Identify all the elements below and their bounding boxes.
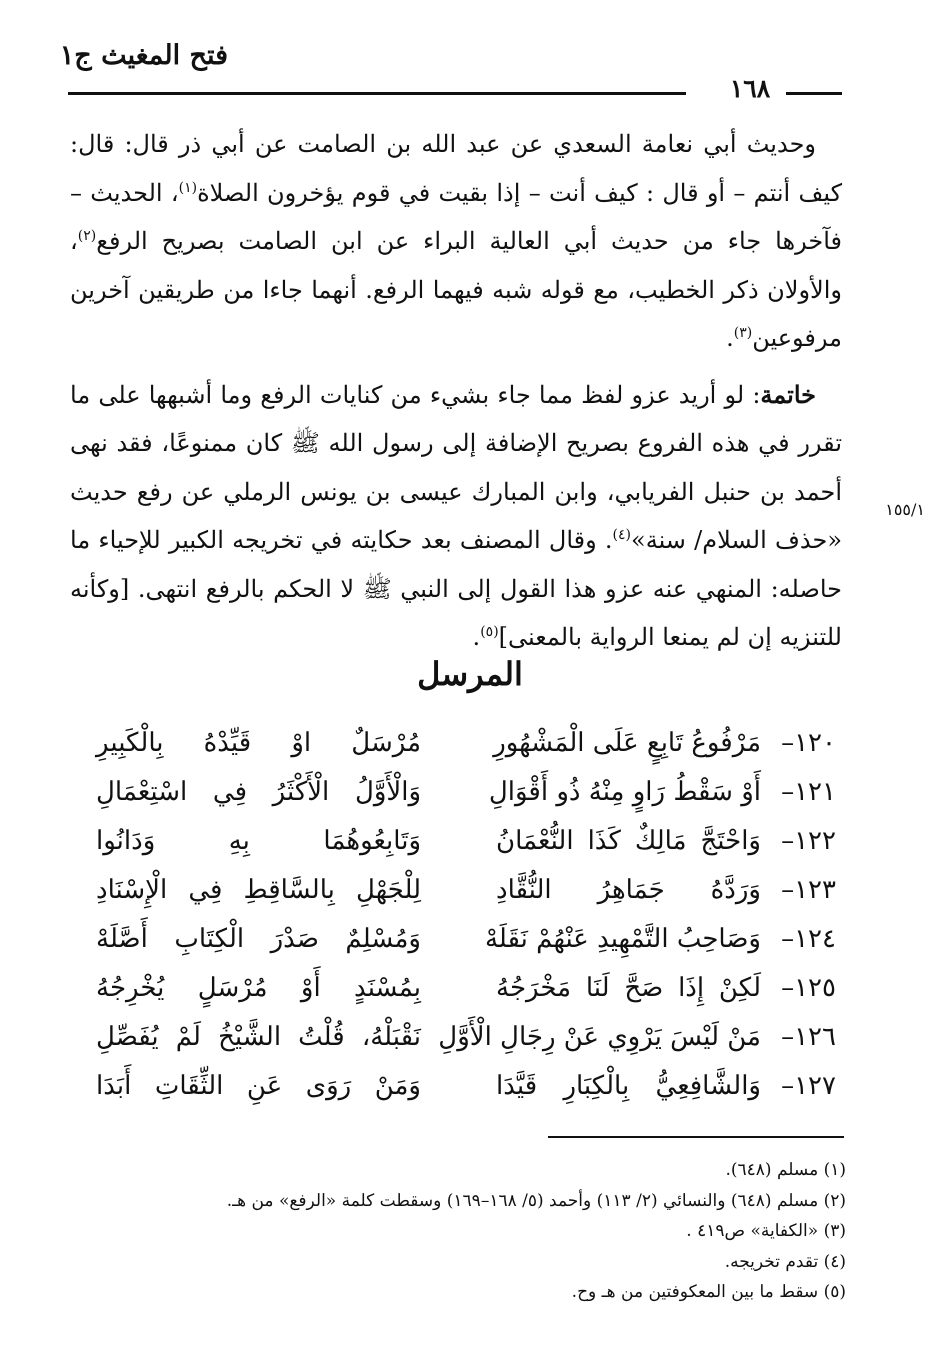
footnote-separator [548, 1136, 844, 1138]
verse-line [96, 973, 836, 1013]
header-rule-short [786, 92, 842, 95]
text-run: وحديث أبي نعامة السعدي عن عبد الله بن الصامت عن أبي ذر قال: قال: كيف أنتم – أو قال : كيف أنت – إذا بقيت في قوم يؤخرون الصلاة [70, 130, 842, 207]
footnote-ref-3[interactable]: (٣) [733, 325, 753, 341]
paragraph-hadith [70, 120, 842, 363]
verse-second-hemistich: نَقْبَلْهُ، قُلْتُ الشَّيْخُ لَمْ يُفَصِّلِ [96, 1022, 421, 1052]
verse-line [96, 777, 836, 817]
verse-first-hemistich: وَرَدَّهُ جَمَاهِرُ النُّقَّادِ [496, 875, 761, 905]
footnotes [120, 1155, 846, 1308]
verse-line [96, 875, 836, 915]
text-run: . وقال المصنف بعد حكايته في تخريجه الكبير للإحياء ما حاصله: المنهي عنه عزو هذا القول إلى النبي ﷺ لا الحكم بالرفع انتهى. [وكأنه للتنزيه إن لم يمنعا الرواية بالمعنى] [70, 526, 842, 651]
verse-number: ١٢٧– [781, 1071, 836, 1101]
footnote-1: (١) مسلم (٦٤٨). [725, 1160, 846, 1180]
verse-line [96, 1071, 836, 1111]
verse-second-hemistich: وَتَابِعُوهُمَا بِهِ وَدَانُوا [96, 826, 421, 856]
verse-first-hemistich: لَكِنْ إِذَا صَحَّ لَنَا مَخْرَجُهُ [496, 973, 761, 1003]
verse-second-hemistich: لِلْجَهْلِ بِالسَّاقِطِ فِي الْإِسْنَادِ [96, 875, 421, 905]
verse-second-hemistich: وَمَنْ رَوَى عَنِ الثِّقَاتِ أَبَدَا [96, 1071, 421, 1101]
text-run: . [726, 324, 734, 352]
verse-second-hemistich: بِمُسْنَدٍ أَوْ مُرْسَلٍ يُخْرِجُهُ [96, 973, 421, 1003]
verse-second-hemistich: مُرْسَلٌ اوْ قَيِّدْهُ بِالْكَبِيرِ [96, 728, 421, 758]
conclusion-label: خاتمة [760, 379, 816, 409]
text-run: : لو أريد عزو لفظ مما جاء بشيء من كنايات الرفع وما أشبهها على ما تقرر في هذه الفروع بصريح الإضافة إلى رسول الله ﷺ كان ممنوعًا، فقد نهى أحمد بن حنبل الفريابي، وابن المبارك عيسى بن يونس الرملي عن رفع حديث «حذف السلام/ سنة» [70, 380, 842, 554]
text-run: ، والأولان ذكر الخطيب، مع قوله شبه فيهما الرفع. أنهما جاءا من طريقين آخرين مرفوعين [70, 227, 842, 352]
verse-second-hemistich: وَمُسْلِمٌ صَدْرَ الْكِتَابِ أَصَّلَهْ [96, 924, 421, 954]
footnote-ref-2[interactable]: (٢) [77, 228, 97, 244]
running-header-title: فتح المغيث ج١ [59, 40, 228, 71]
verse-number: ١٢٣– [781, 875, 836, 905]
verse-line [96, 1022, 836, 1062]
verse-number: ١٢١– [781, 777, 836, 807]
footnote-2: (٢) مسلم (٦٤٨) والنسائي (٢/ ١١٣) وأحمد (٥/ ١٦٨–١٦٩) وسقطت كلمة «الرفع» من هـ. [226, 1190, 846, 1211]
page-number: ١٦٨ [729, 74, 771, 103]
footnote-3: (٣) «الكفاية» ص٤١٩ . [686, 1221, 846, 1241]
verse-first-hemistich: وَصَاحِبُ التَّمْهِيدِ عَنْهُمْ نَقَلَهْ [484, 924, 761, 954]
verse-number: ١٢٠– [781, 728, 836, 758]
paragraph-conclusion [70, 371, 842, 662]
footnote-ref-4[interactable]: (٤) [612, 527, 632, 543]
verse-line [96, 826, 836, 866]
footnote-ref-5[interactable]: (٥) [480, 624, 499, 640]
footnote-ref-1[interactable]: (١) [178, 179, 198, 196]
margin-reference: ١٥٥/١ [885, 500, 925, 519]
verse-first-hemistich: وَالشَّافِعِيُّ بِالْكِبَارِ قَيَّدَا [496, 1071, 761, 1101]
footnote-4: (٤) تقدم تخريجه. [724, 1251, 846, 1272]
verse-number: ١٢٥– [781, 973, 836, 1003]
verse-first-hemistich: وَاحْتَجَّ مَالِكٌ كَذَا النُّعْمَانُ [496, 826, 761, 856]
verse-first-hemistich: مَرْفُوعُ تَابِعٍ عَلَى الْمَشْهُورِ [493, 728, 761, 758]
verse-line [96, 728, 836, 768]
verse-number: ١٢٦– [781, 1022, 836, 1052]
verse-first-hemistich: أَوْ سَقْطُ رَاوٍ مِنْهُ ذُو أَقْوَالِ [488, 777, 761, 807]
verse-line [96, 924, 836, 964]
main-text [70, 120, 842, 670]
text-run: . [472, 623, 481, 651]
verse-first-hemistich: مَنْ لَيْسَ يَرْوِي عَنْ رِجَالِ الْأَوَّلِ [438, 1022, 761, 1052]
section-heading: المرسل [417, 655, 523, 693]
text-run: ، الحديث – فآخرها جاء من حديث أبي العالية البراء عن ابن الصامت بصريح الرفع [70, 178, 842, 255]
footnote-5: (٥) سقط ما بين المعكوفتين من هـ وح. [571, 1282, 846, 1302]
verse-second-hemistich: وَالْأَوَّلُ الْأَكْثَرُ فِي اسْتِعْمَالِ [96, 777, 421, 807]
header-rule [68, 92, 686, 95]
verse-number: ١٢٢– [781, 826, 836, 856]
verse-number: ١٢٤– [781, 924, 836, 954]
